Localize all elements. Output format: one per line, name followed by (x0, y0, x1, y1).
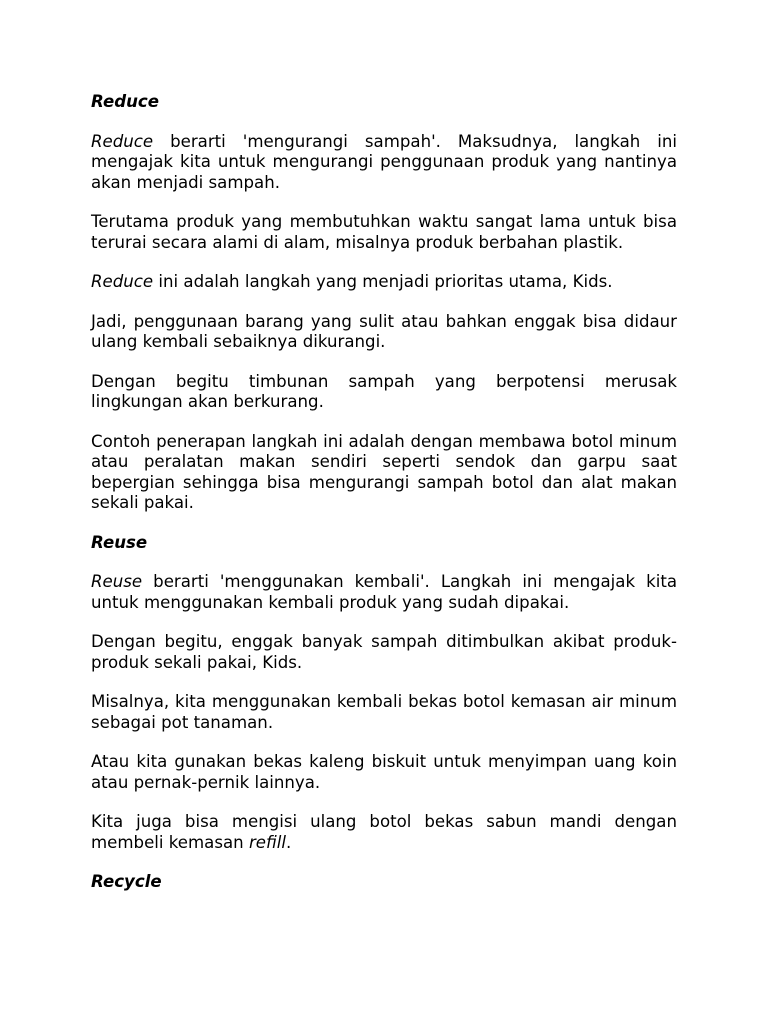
paragraph (91, 132, 677, 194)
paragraph-text: Contoh penerapan langkah ini adalah dengan membawa botol minum atau peralatan makan sendiri seperti sendok dan garpu saat bepergian sehingga bisa mengurangi sampah botol dan alat makan sekali pakai. (91, 431, 677, 512)
paragraph (91, 812, 677, 853)
paragraph-text: berarti 'menggunakan kembali'. Langkah ini mengajak kita untuk menggunakan kembali produk yang sudah dipakai. (91, 572, 677, 612)
paragraph (91, 272, 677, 293)
paragraph-text: Terutama produk yang membutuhkan waktu sangat lama untuk bisa terurai secara alami di alam, misalnya produk berbahan plastik. (91, 212, 677, 252)
paragraph-text: ini adalah langkah yang menjadi prioritas utama, Kids. (153, 272, 613, 291)
paragraph-text: Kita juga bisa mengisi ulang botol bekas sabun mandi dengan membeli kemasan (91, 812, 677, 852)
paragraph (91, 752, 677, 793)
paragraph (91, 372, 677, 413)
section-heading-reuse: Reuse (91, 532, 148, 552)
paragraph (91, 632, 677, 673)
paragraph-lead: Reduce (91, 272, 154, 291)
paragraph-lead: Reduce (91, 131, 154, 151)
paragraph-lead: Reuse (91, 572, 143, 591)
paragraph (91, 432, 677, 514)
section-heading-recycle: Recycle (91, 872, 162, 891)
paragraph (91, 572, 677, 613)
paragraph-text: berarti 'mengurangi sampah'. Maksudnya, langkah ini mengajak kita untuk mengurangi penggunaan produk yang nantinya akan menjadi sampah. (91, 131, 677, 192)
paragraph (91, 212, 677, 253)
paragraph-trail: . (285, 832, 292, 852)
paragraph (91, 692, 677, 733)
paragraph-text: Atau kita gunakan bekas kaleng biskuit untuk menyimpan uang koin atau pernak-pernik lainnya. (91, 752, 677, 792)
paragraph-text: Misalnya, kita menggunakan kembali bekas botol kemasan air minum sebagai pot tanaman. (91, 692, 677, 732)
paragraph (91, 312, 677, 353)
paragraph-italic-term: refill (248, 832, 286, 852)
paragraph-text: Dengan begitu, enggak banyak sampah ditimbulkan akibat produk-produk sekali pakai, Kids. (91, 632, 677, 672)
paragraph-text: Jadi, penggunaan barang yang sulit atau bahkan enggak bisa didaur ulang kembali sebaiknya dikurangi. (91, 311, 677, 351)
section-heading-reduce: Reduce (91, 92, 159, 111)
paragraph-text: Dengan begitu timbunan sampah yang berpotensi merusak lingkungan akan berkurang. (91, 371, 677, 411)
document-page (91, 92, 677, 912)
